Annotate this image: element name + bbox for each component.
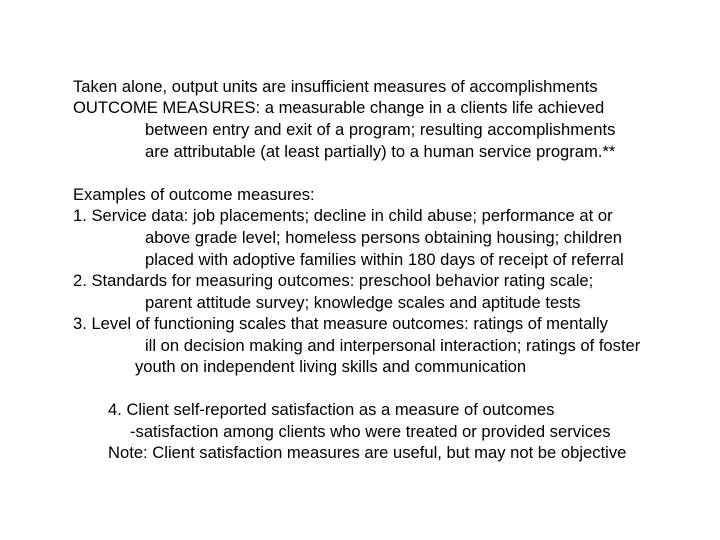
example-item-1: 1. Service data: job placements; decline in child abuse; performance at or bbox=[73, 206, 613, 225]
example-item-1-cont: above grade level; homeless persons obtaining housing; children bbox=[145, 228, 622, 247]
satisfaction-sub: -satisfaction among clients who were treated or provided services bbox=[130, 422, 611, 441]
example-item-2: 2. Standards for measuring outcomes: preschool behavior rating scale; bbox=[73, 271, 594, 290]
example-item-3-cont: youth on independent living skills and communication bbox=[135, 357, 527, 376]
example-item-2-cont: parent attitude survey; knowledge scales and aptitude tests bbox=[145, 293, 581, 312]
examples-heading: Examples of outcome measures: bbox=[73, 185, 315, 204]
satisfaction-item: 4. Client self-reported satisfaction as a measure of outcomes bbox=[108, 400, 555, 419]
example-item-3-cont: ill on decision making and interpersonal interaction; ratings of foster bbox=[145, 336, 641, 355]
example-item-3: 3. Level of functioning scales that measure outcomes: ratings of mentally bbox=[73, 314, 608, 333]
definition-line: between entry and exit of a program; resulting accomplishments bbox=[145, 120, 616, 139]
example-item-1-cont: placed with adoptive families within 180 days of receipt of referral bbox=[145, 250, 624, 269]
satisfaction-note: Note: Client satisfaction measures are useful, but may not be objective bbox=[108, 443, 627, 462]
definition-line: OUTCOME MEASURES: a measurable change in a clients life achieved bbox=[73, 98, 605, 117]
intro-line: Taken alone, output units are insufficient measures of accomplishments bbox=[73, 77, 598, 96]
definition-line: are attributable (at least partially) to a human service program.** bbox=[145, 142, 616, 161]
